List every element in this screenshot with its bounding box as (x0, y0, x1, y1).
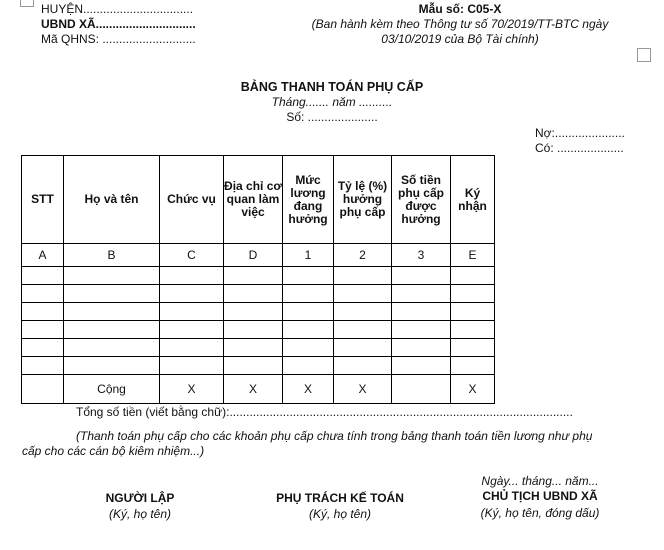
col-header: Mức lương đang hưởng (283, 156, 334, 244)
col-code: 2 (334, 244, 392, 267)
table-row (22, 339, 495, 357)
col-header: Chức vụ (160, 156, 224, 244)
signature-date: Ngày... tháng... năm... (481, 474, 599, 488)
table-row (22, 321, 495, 339)
col-header: Địa chỉ cơ quan làm việc (224, 156, 283, 244)
header-row (22, 156, 495, 244)
payment-note-2: cấp cho các cán bộ kiêm nhiệm...) (22, 444, 205, 458)
form-number: Mẫu số: C05-X (418, 2, 502, 16)
total-cell: X (334, 375, 392, 404)
total-in-words: Tổng số tiền (viết bằng chữ):....................................................................................................... (76, 405, 573, 419)
preparer-note: (Ký, họ tên) (108, 507, 172, 521)
total-label: Cộng (64, 375, 160, 404)
document-number: Số: ..................... (286, 110, 378, 124)
code-row (22, 244, 495, 267)
accountant-title: PHỤ TRÁCH KẾ TOÁN (276, 491, 404, 505)
preparer-title: NGƯỜI LẬP (105, 491, 175, 505)
accountant-note: (Ký, họ tên) (308, 507, 372, 521)
col-code: 3 (392, 244, 451, 267)
debit-account: Nợ:..................... (535, 126, 625, 140)
col-header: STT (22, 156, 64, 244)
issuance-note-2: 03/10/2019 của Bộ Tài chính) (381, 32, 539, 46)
col-header: Ký nhận (451, 156, 495, 244)
total-cell: X (283, 375, 334, 404)
month-year: Tháng....... năm .......... (271, 95, 393, 109)
total-cell: X (224, 375, 283, 404)
payment-note: (Thanh toán phụ cấp cho các khoản phụ cấp chưa tính trong bảng thanh toán tiền lương như phụ (76, 429, 593, 443)
ma-qhns-field: Mã QHNS: ............................ (41, 32, 196, 46)
table-row (22, 303, 495, 321)
total-cell: X (451, 375, 495, 404)
anchor-box-icon (20, 0, 34, 7)
table-row (22, 267, 495, 285)
chairman-title: CHỦ TỊCH UBND XÃ (482, 489, 598, 503)
allowance-table (21, 155, 495, 404)
anchor-box-icon (637, 48, 651, 62)
table-row (22, 285, 495, 303)
col-header: Số tiền phụ cấp được hưởng (392, 156, 451, 244)
col-code: 1 (283, 244, 334, 267)
table-row (22, 357, 495, 375)
col-code: D (224, 244, 283, 267)
total-cell (392, 375, 451, 404)
col-header: Tỷ lệ (%) hưởng phụ cấp (334, 156, 392, 244)
total-row (22, 375, 495, 404)
chairman-note: (Ký, họ tên, đóng dấu) (480, 506, 600, 520)
col-code: C (160, 244, 224, 267)
page-title: BẢNG THANH TOÁN PHỤ CẤP (240, 80, 424, 94)
total-cell (22, 375, 64, 404)
credit-account: Có: .................... (535, 141, 624, 155)
col-code: B (64, 244, 160, 267)
col-header: Họ và tên (64, 156, 160, 244)
col-code: A (22, 244, 64, 267)
xa-field: UBND XÃ.............................. (41, 17, 196, 31)
col-code: E (451, 244, 495, 267)
total-cell: X (160, 375, 224, 404)
issuance-note: (Ban hành kèm theo Thông tư số 70/2019/TT-BTC ngày (311, 17, 609, 31)
huyen-field: HUYỆN................................. (41, 2, 194, 16)
